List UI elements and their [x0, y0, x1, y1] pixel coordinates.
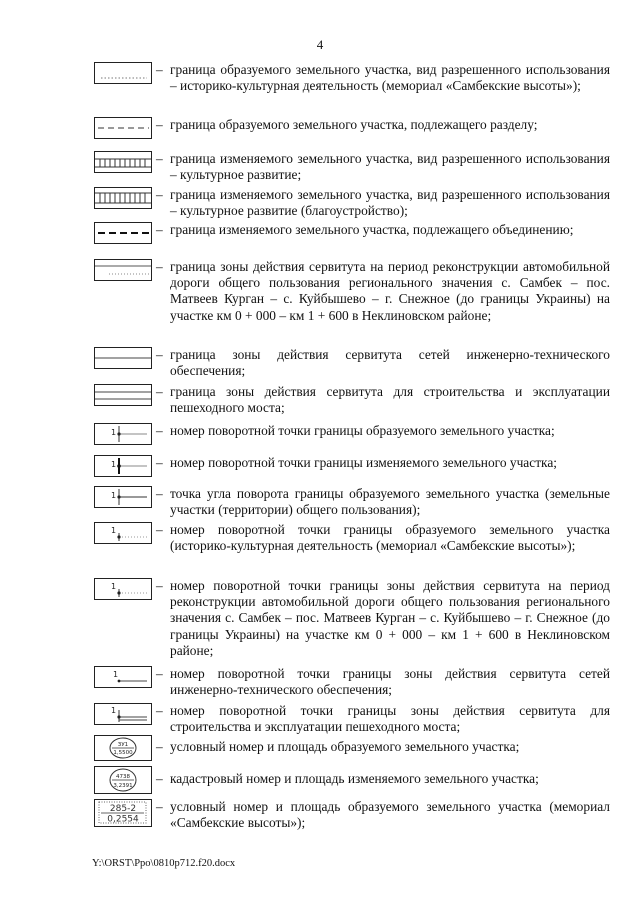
point-label: 1 [111, 582, 117, 591]
point-label: 1 [111, 706, 117, 715]
point-label: 1 [111, 491, 117, 500]
legend-entry-7: – граница зоны действия сервитута сетей инженерно-технического обеспечения; [156, 347, 610, 379]
point-label: 1 [111, 460, 117, 469]
legend-symbol-point-changed [94, 455, 152, 477]
legend-symbol-boundary-merge [94, 222, 152, 244]
legend-symbol-servitude-road [94, 259, 152, 281]
legend-symbol-servitude-networks [94, 347, 152, 369]
legend-symbol-point-memorial [94, 522, 152, 544]
legend-entry-2: – граница образуемого земельного участка, подлежащего разделу; [156, 117, 538, 132]
legend-entry-16: – условный номер и площадь образуемого земельного участка; [156, 739, 520, 754]
legend-entry-6: – граница зоны действия сервитута на период реконструкции автомобильной дороги общего пользования регионального значения с. Самбек – пос. Матвеев Курган – с. Куйбышево – г. Снежное (до границы Украины) на участке км 0 + 000 – км 1 + 600 в Неклиновском районе; [156, 259, 610, 323]
page-number: 4 [316, 37, 324, 52]
legend-entry-18: – условный номер и площадь образуемого земельного участка (мемориал «Самбекские высоты»); [156, 799, 610, 831]
legend-entry-9: – номер поворотной точки границы образуемого земельного участка; [156, 423, 555, 438]
legend-entry-3: – граница изменяемого земельного участка, вид разрешенного использования – культурное развитие; [156, 151, 610, 183]
legend-symbol-boundary-division [94, 117, 152, 139]
legend-symbol-point-servitude-bridge [94, 703, 152, 725]
legend-entry-8: – граница зоны действия сервитута для строительства и эксплуатации пешеходного моста; [156, 384, 610, 416]
plot-number: 285-2 [109, 804, 137, 814]
plot-number: ЗУ1 [117, 742, 129, 748]
legend-symbol-boundary-cultural [94, 151, 152, 173]
point-label: 1 [111, 526, 117, 535]
legend-symbol-point-servitude-networks [94, 666, 152, 688]
legend-entry-5: – граница изменяемого земельного участка, подлежащего объединению; [156, 222, 574, 237]
cadastral-number: 4738 [116, 774, 130, 780]
legend-entry-13: – номер поворотной точки границы зоны действия сервитута на период реконструкции автомобильной дороги общего пользования регионального значения с. Самбек – пос. Матвеев Курган – с. Куйбышево – г. Снежное (до границы Украины) на участке км 0 + 000 – км 1 + 600 в Неклиновском районе; [156, 578, 610, 658]
plot-area: 3,2391 [113, 783, 133, 789]
legend-symbol-point-formed [94, 423, 152, 445]
legend-entry-4: – граница изменяемого земельного участка, вид разрешенного использования – культурное развитие (благоустройство); [156, 187, 610, 219]
legend-entry-15: – номер поворотной точки границы зоны действия сервитута для строительства и эксплуатации пешеходного моста; [156, 703, 610, 735]
plot-area: 1,5500 [113, 750, 133, 756]
legend-entry-14: – номер поворотной точки границы зоны действия сервитута сетей инженерно-технического обеспечения; [156, 666, 610, 698]
plot-area: 0,2554 [107, 814, 139, 825]
point-label: 1 [111, 428, 117, 437]
legend-entry-12: – номер поворотной точки границы образуемого земельного участка (историко-культурная деятельность (мемориал «Самбекские высоты»); [156, 522, 610, 554]
legend-symbol-point-public [94, 486, 152, 508]
legend-symbol-cadastral-number [94, 766, 152, 794]
legend-symbol-servitude-bridge [94, 384, 152, 406]
legend-symbol-plot-number-memorial [94, 799, 152, 827]
legend-entry-11: – точка угла поворота границы образуемого земельного участка (земельные участки (территории) общего пользования); [156, 486, 610, 518]
legend-symbol-plot-number-formed [94, 735, 152, 761]
legend-symbol-boundary-memorial [94, 62, 152, 84]
footer-file-path: Y:\ORST\Ppo\0810p712.f20.docx [92, 858, 236, 869]
legend-entry-1: – граница образуемого земельного участка, вид разрешенного использования – историко-культурная деятельность (мемориал «Самбекские высоты»); [156, 62, 610, 94]
legend-entry-17: – кадастровый номер и площадь изменяемого земельного участка; [156, 771, 539, 786]
legend-entry-10: – номер поворотной точки границы изменяемого земельного участка; [156, 455, 558, 470]
legend-symbol-point-servitude-road [94, 578, 152, 600]
point-label: 1 [113, 670, 119, 679]
legend-symbol-boundary-landscaping [94, 187, 152, 209]
